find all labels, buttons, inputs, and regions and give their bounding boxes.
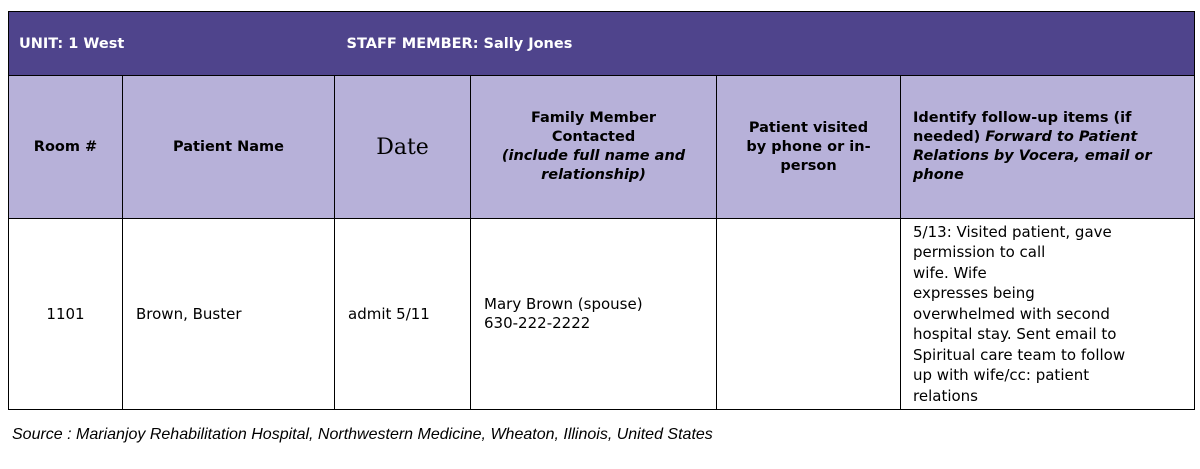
followup-line: permission to call	[913, 243, 1046, 262]
family-member-cell	[471, 219, 717, 410]
family-header-note: (include full name and	[501, 148, 686, 164]
followup-column-header	[901, 76, 1195, 219]
date-cell: admit 5/11	[335, 219, 471, 410]
followup-line: expresses being	[913, 284, 1035, 303]
unit-label: UNIT: 1 West	[9, 12, 335, 76]
family-header-line: Family Member	[530, 110, 657, 126]
visited-header-line: by phone or in-	[746, 138, 871, 155]
followup-line: hospital stay. Sent email to	[913, 325, 1117, 344]
visited-column-header	[717, 76, 901, 219]
family-header-line: Contacted	[551, 129, 636, 145]
unit-header-row	[9, 12, 1195, 76]
family-header-note: relationship)	[541, 167, 646, 183]
patient-name-cell: Brown, Buster	[123, 219, 335, 410]
followup-line: wife. Wife	[913, 263, 987, 282]
date-column-header: Date	[335, 76, 471, 219]
followup-line: overwhelmed with second	[913, 304, 1110, 323]
visited-header-line: Patient visited	[748, 119, 869, 136]
log-table	[8, 11, 1195, 410]
family-member-column-header	[471, 76, 717, 219]
visited-header-line: person	[780, 157, 837, 174]
followup-cell	[901, 219, 1195, 410]
family-member-phone: 630-222-2222	[484, 314, 591, 332]
visited-cell	[717, 219, 901, 410]
room-column-header: Room #	[9, 76, 123, 219]
table-row	[9, 219, 1195, 410]
patient-contact-log	[8, 11, 1194, 410]
room-cell: 1101	[9, 219, 123, 410]
followup-header-text: Identify follow-up items (if needed)	[913, 110, 1132, 145]
followup-line: Spiritual care team to follow	[913, 345, 1126, 364]
family-member-name: Mary Brown (spouse)	[484, 295, 643, 313]
followup-line: up with wife/cc: patient	[913, 366, 1090, 385]
staff-member-label: STAFF MEMBER: Sally Jones	[335, 12, 1195, 76]
patient-name-column-header: Patient Name	[123, 76, 335, 219]
followup-line: 5/13: Visited patient, gave	[913, 222, 1112, 241]
followup-header-note: Forward to Patient Relations by Vocera, email or phone	[913, 129, 1152, 183]
column-header-row	[9, 76, 1195, 219]
followup-line: relations	[913, 386, 978, 405]
source-caption: Source : Marianjoy Rehabilitation Hospital, Northwestern Medicine, Wheaton, Illinois, United States	[12, 426, 713, 443]
